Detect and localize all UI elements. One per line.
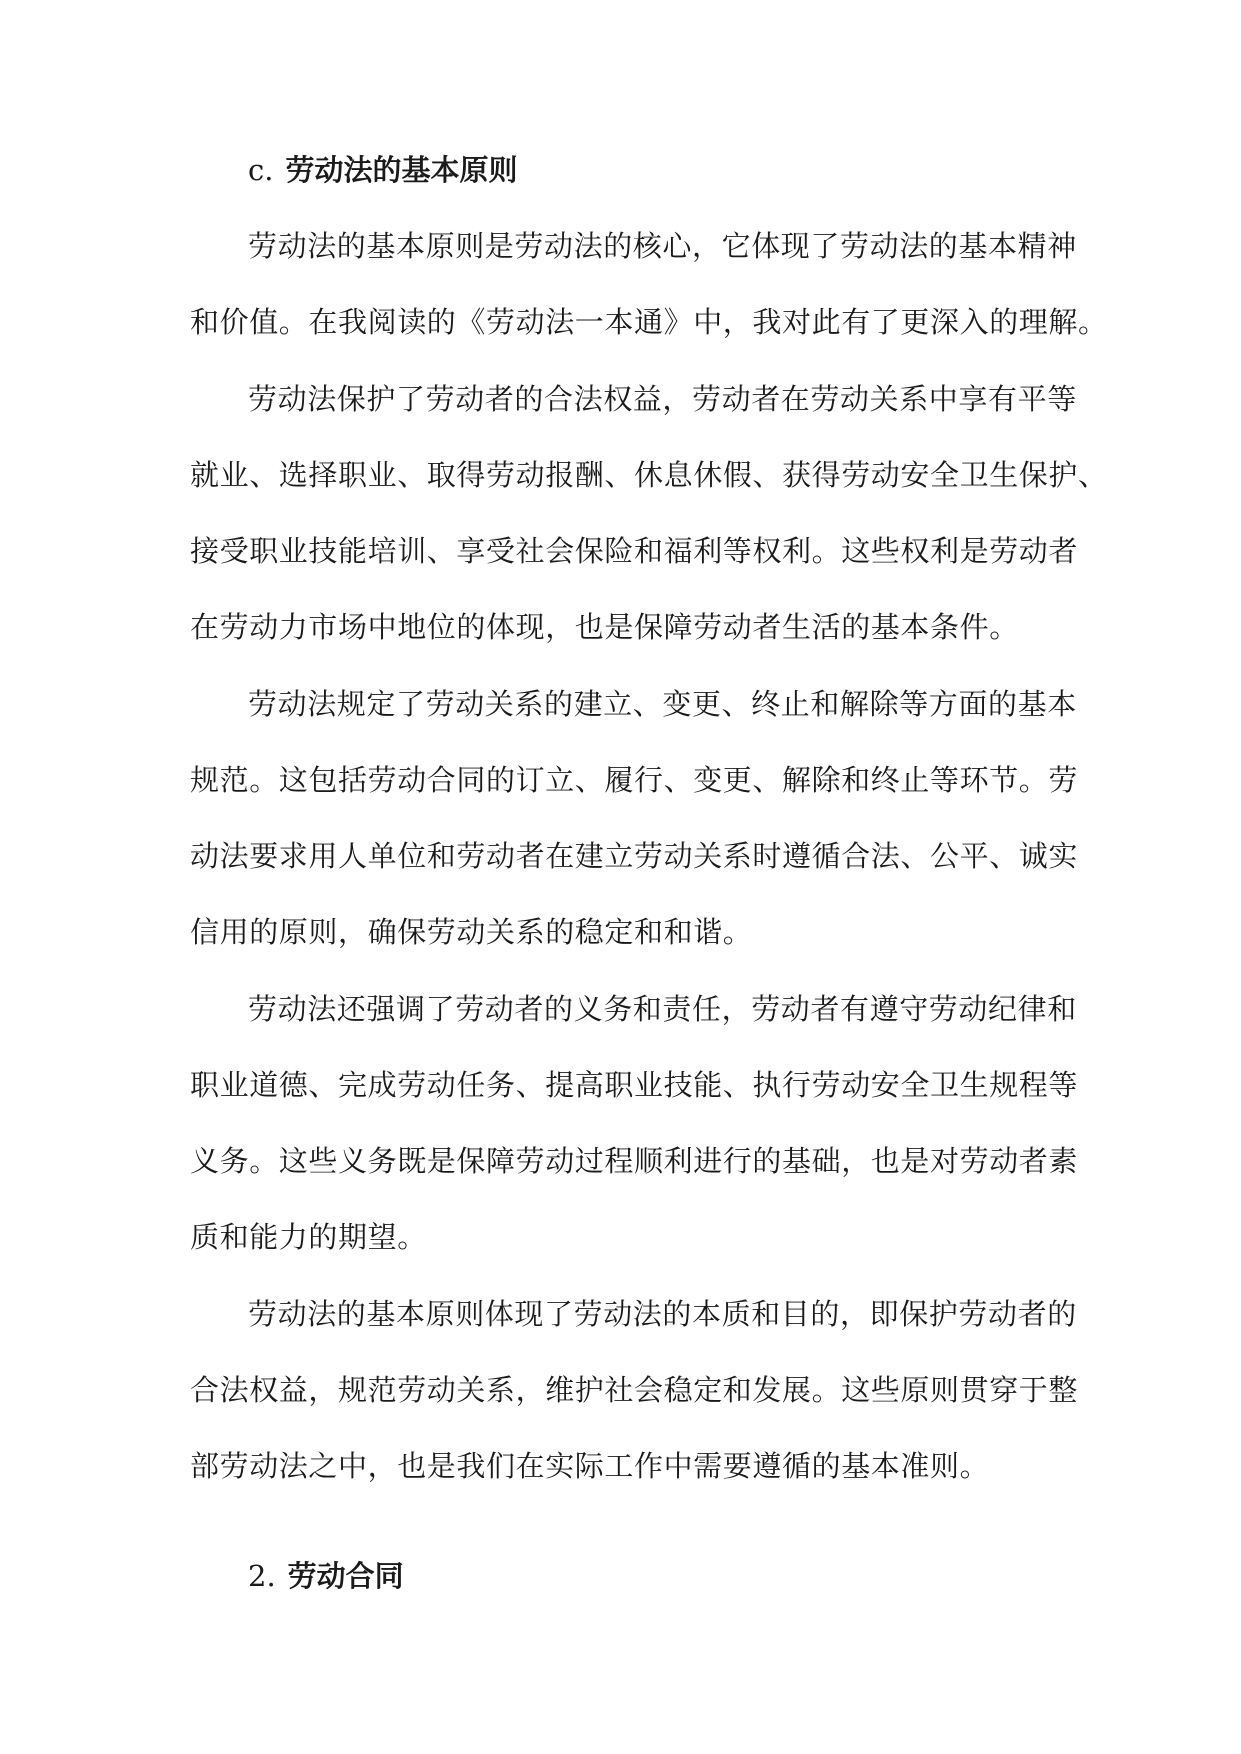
section-number: 2.	[248, 1559, 276, 1593]
paragraph-line: 劳动法的基本原则体现了劳动法的本质和目的，即保护劳动者的	[248, 1297, 1077, 1331]
paragraph-line: 信用的原则，确保劳动关系的稳定和和谐。	[190, 915, 753, 949]
paragraph-line: 职业道德、完成劳动任务、提高职业技能、执行劳动安全卫生规程等	[190, 1068, 1079, 1102]
paragraph-line: 和价值。在我阅读的《劳动法一本通》中，我对此有了更深入的理解。	[190, 305, 1108, 339]
section-title: 劳动法的基本原则	[285, 153, 518, 187]
paragraph-line: 就业、选择职业、取得劳动报酬、休息休假、获得劳动安全卫生保护、	[190, 458, 1108, 492]
paragraph-line: 劳动法规定了劳动关系的建立、变更、终止和解除等方面的基本	[248, 687, 1077, 721]
paragraph-1	[190, 208, 1108, 360]
paragraph-line: 质和能力的期望。	[190, 1220, 427, 1254]
paragraph-line: 在劳动力市场中地位的体现，也是保障劳动者生活的基本条件。	[190, 610, 1019, 644]
paragraph-line: 劳动法保护了劳动者的合法权益，劳动者在劳动关系中享有平等	[248, 382, 1077, 416]
paragraph-line: 接受职业技能培训、享受社会保险和福利等权利。这些权利是劳动者	[190, 534, 1079, 568]
section-heading-c	[248, 150, 517, 190]
paragraph-3	[190, 666, 1079, 970]
paragraph-line: 部劳动法之中，也是我们在实际工作中需要遵循的基本准则。	[190, 1449, 990, 1483]
paragraph-2	[190, 361, 1108, 665]
paragraph-line: 劳动法还强调了劳动者的义务和责任，劳动者有遵守劳动纪律和	[248, 992, 1077, 1026]
paragraph-4	[190, 971, 1079, 1275]
paragraph-line: 劳动法的基本原则是劳动法的核心，它体现了劳动法的基本精神	[248, 229, 1077, 263]
paragraph-line: 规范。这包括劳动合同的订立、履行、变更、解除和终止等环节。劳	[190, 763, 1079, 797]
paragraph-line: 义务。这些义务既是保障劳动过程顺利进行的基础，也是对劳动者素	[190, 1144, 1079, 1178]
section-title: 劳动合同	[287, 1559, 404, 1593]
paragraph-5	[190, 1276, 1079, 1504]
section-number: c.	[248, 153, 274, 187]
paragraph-line: 动法要求用人单位和劳动者在建立劳动关系时遵循合法、公平、诚实	[190, 839, 1079, 873]
paragraph-line: 合法权益，规范劳动关系，维护社会稳定和发展。这些原则贯穿于整	[190, 1373, 1079, 1407]
section-heading-2	[248, 1556, 404, 1596]
